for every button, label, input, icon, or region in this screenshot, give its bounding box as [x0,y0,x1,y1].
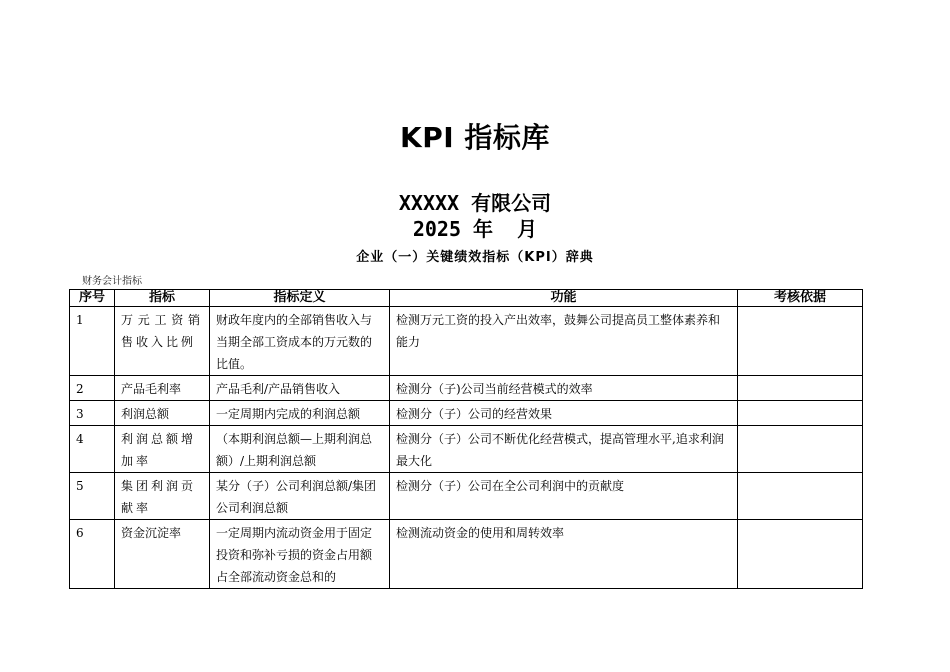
cell-indicator [115,520,210,589]
cell-definition: （本期利润总额—上期利润总额）/上期利润总额 [210,426,390,473]
cell-no: 2 [70,376,115,401]
header-basis: 考核依据 [738,290,863,307]
cell-function: 检测万元工资的投入产出效率，鼓舞公司提高员工整体素养和能力 [390,307,738,376]
header-definition: 指标定义 [210,290,390,307]
cell-no: 5 [70,473,115,520]
cell-definition: 产品毛利/产品销售收入 [210,376,390,401]
table-row [70,376,863,401]
document-title: KPI 指标库 [400,121,550,154]
cell-function: 检测分（子）公司的经营效果 [390,401,738,426]
table-header-row [70,290,863,307]
table-row [70,520,863,589]
table-row [70,426,863,473]
header-indicator: 指标 [115,290,210,307]
cell-no: 4 [70,426,115,473]
cell-no-text: 6 [76,526,84,540]
cell-basis [738,473,863,520]
cell-indicator-text: 资金沉淀率 [121,526,182,540]
cell-indicator: 万元工资销售收入比例 [115,307,210,376]
cell-indicator: 产品毛利率 [115,376,210,401]
document-subtitle: 企业（一）关键绩效指标（KPI）辞典 [356,250,594,265]
cell-definition-text: 一定周期内流动资金用于固定投资和弥补亏损的资金占用额占全部流动资金总和的 [216,526,373,584]
cell-basis [738,401,863,426]
cell-definition [210,520,390,589]
cell-function: 检测分（子)公司当前经营模式的效率 [390,376,738,401]
cell-definition: 某分（子）公司利润总额/集团公司利润总额 [210,473,390,520]
table-row [70,401,863,426]
cell-indicator: 利润总额 [115,401,210,426]
kpi-table [69,289,863,589]
header-function: 功能 [390,290,738,307]
cell-definition: 财政年度内的全部销售收入与当期全部工资成本的万元数的比值。 [210,307,390,376]
table-row [70,473,863,520]
cell-no: 3 [70,401,115,426]
cell-function [390,520,738,589]
cell-function: 检测分（子）公司在全公司利润中的贡献度 [390,473,738,520]
cell-no [70,520,115,589]
company-name: XXXXX 有限公司 [398,191,552,215]
header-no: 序号 [70,290,115,307]
cell-function-text: 检测流动资金的使用和周转效率 [396,526,565,540]
report-period: 2025 年 月 [412,217,538,241]
cell-definition: 一定周期内完成的利润总额 [210,401,390,426]
table-row [70,307,863,376]
cell-basis [738,520,863,589]
cell-no: 1 [70,307,115,376]
cell-function: 检测分（子）公司不断优化经营模式，提高管理水平,追求利润最大化 [390,426,738,473]
section-label: 财务会计指标 [82,276,142,287]
cell-basis [738,376,863,401]
cell-indicator: 利润总额增加率 [115,426,210,473]
cell-indicator: 集团利润贡献率 [115,473,210,520]
cell-basis-text [744,522,856,588]
cell-basis [738,307,863,376]
cell-basis [738,426,863,473]
